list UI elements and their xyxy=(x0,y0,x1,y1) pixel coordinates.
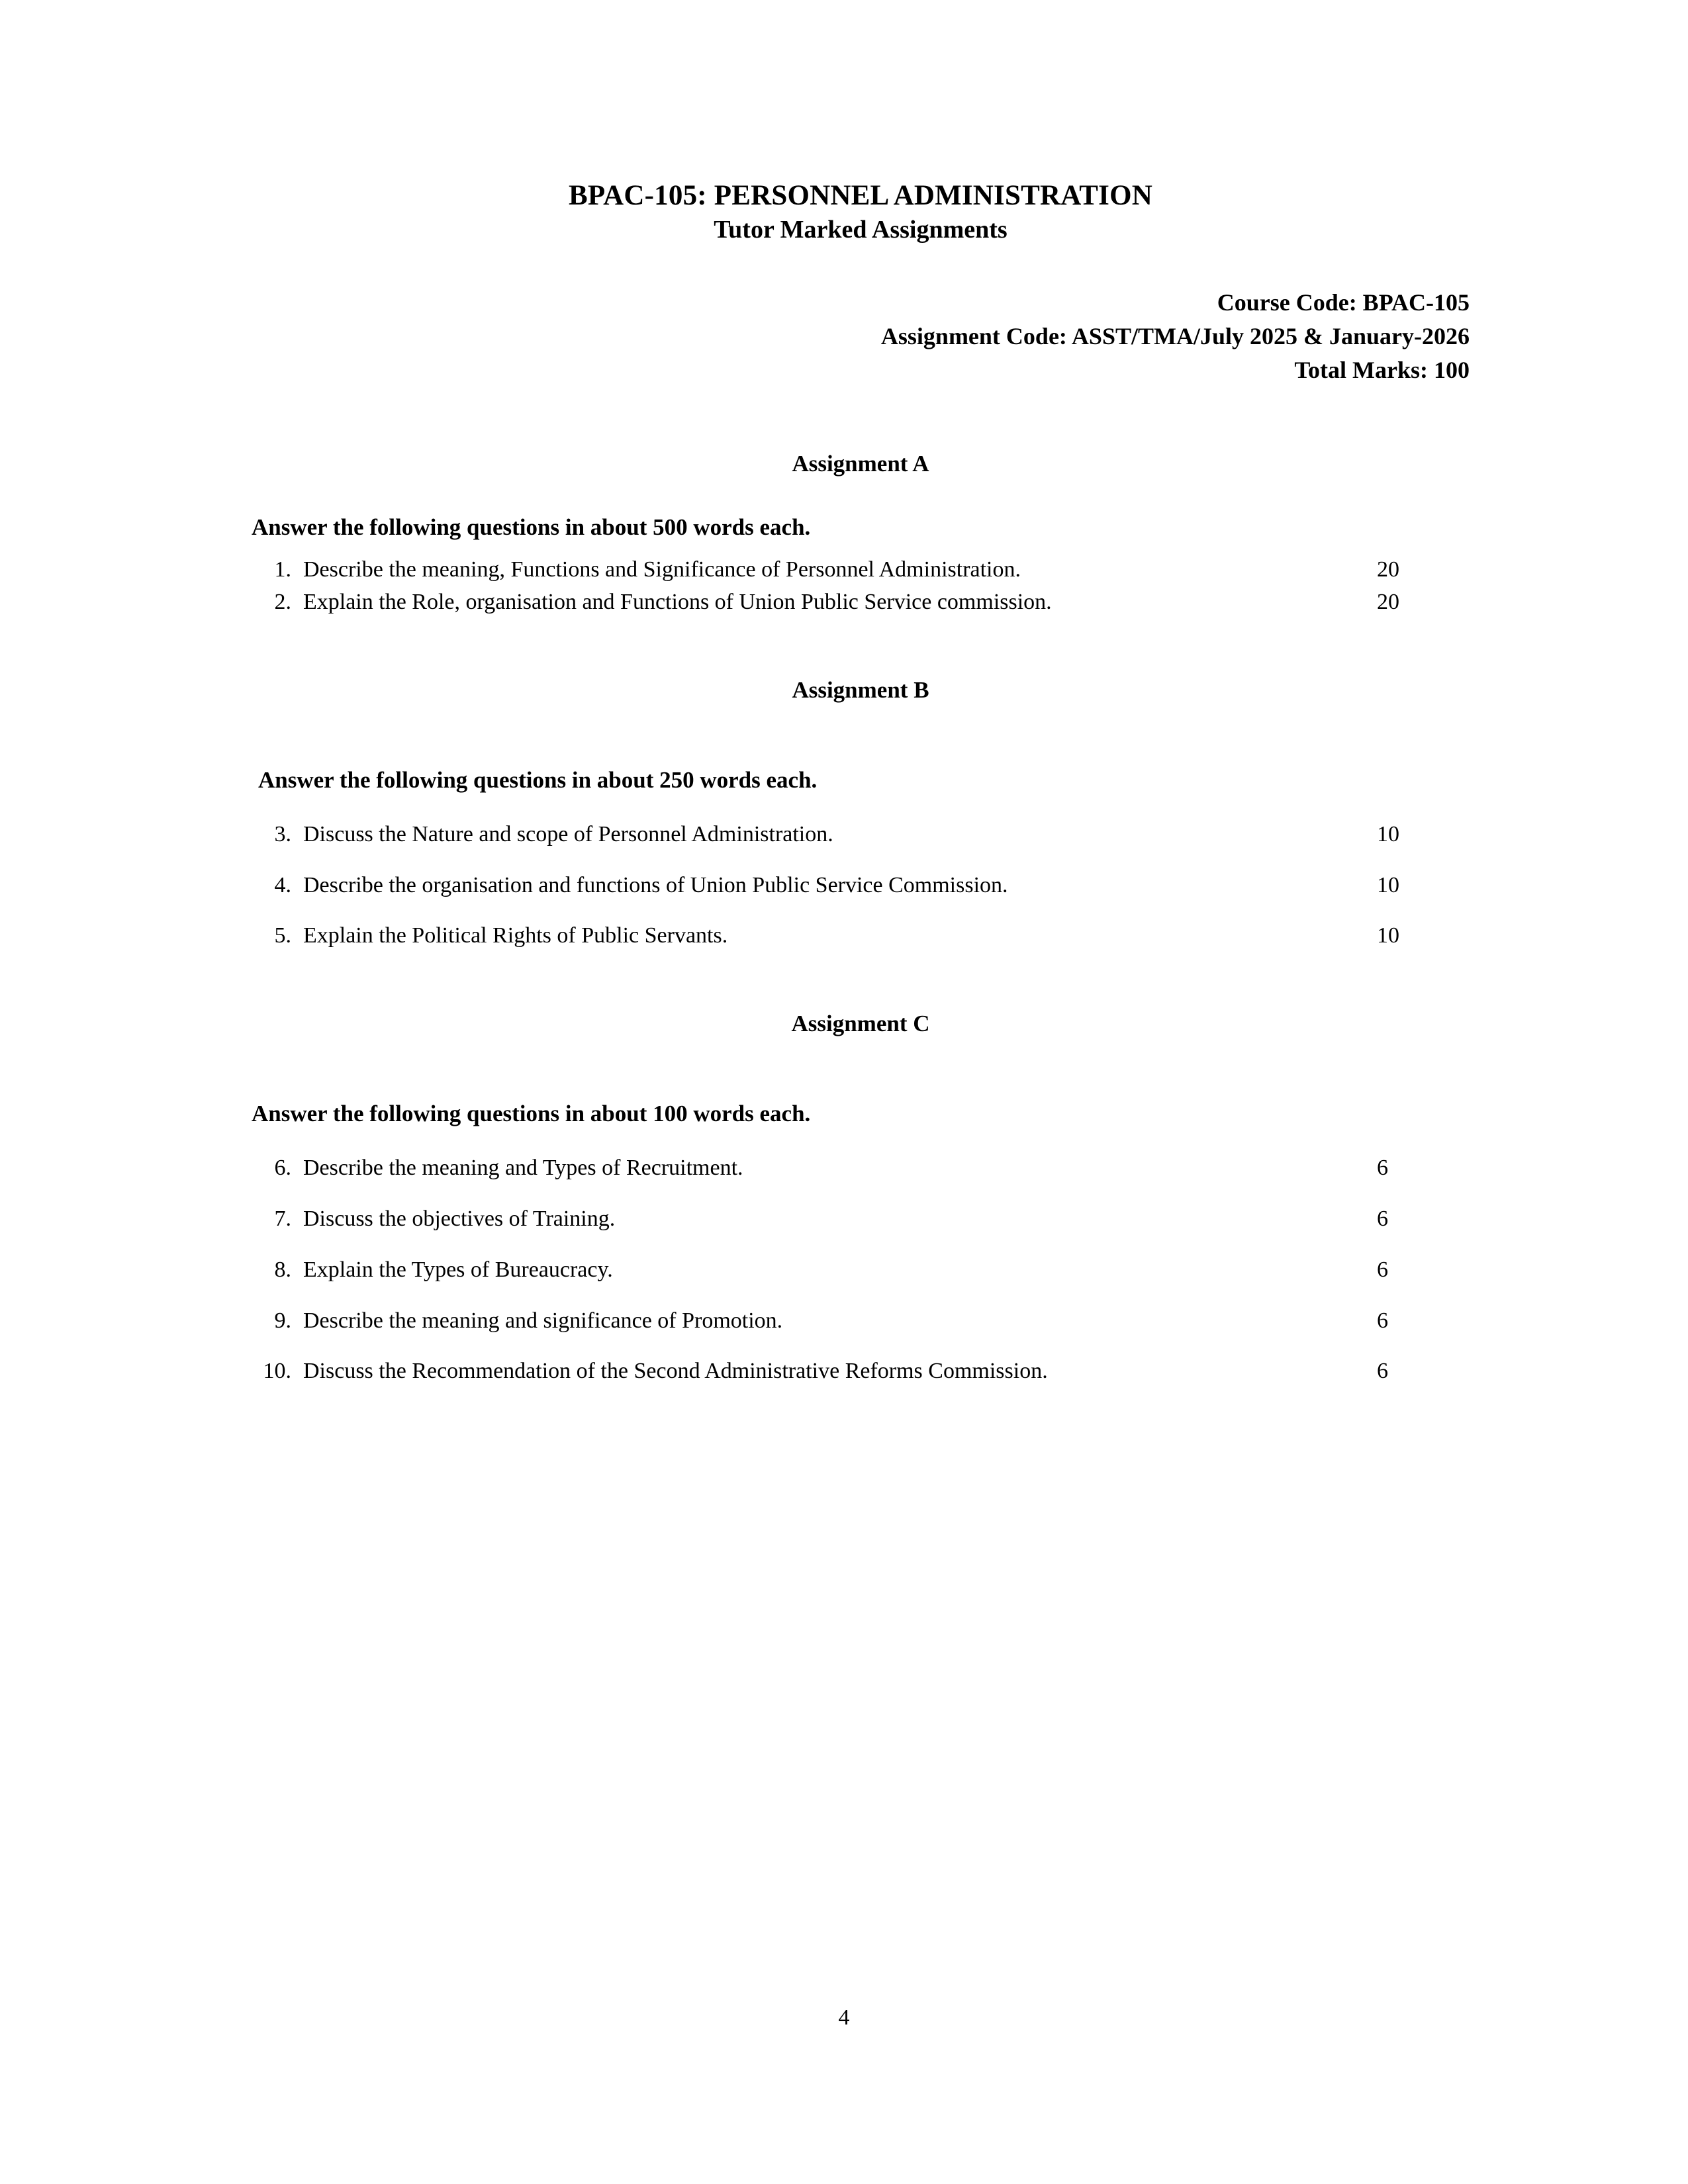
question-row xyxy=(252,821,1470,848)
question-number: 3. xyxy=(274,821,291,846)
question-marks: 20 xyxy=(1377,589,1399,614)
question-number: 4. xyxy=(274,872,291,897)
question-text: Describe the meaning and significance of Promotion. xyxy=(303,1308,783,1333)
question-text: Explain the Political Rights of Public Servants. xyxy=(303,923,728,948)
question-text: Discuss the Nature and scope of Personnel Administration. xyxy=(303,821,833,846)
page-number: 4 xyxy=(838,2005,850,2030)
question-text: Discuss the Recommendation of the Second Administrative Reforms Commission. xyxy=(303,1359,1048,1384)
question-marks: 6 xyxy=(1377,1206,1388,1231)
question-text: Describe the meaning and Types of Recruitment. xyxy=(303,1156,743,1181)
question-row xyxy=(252,1257,1470,1284)
spacer xyxy=(252,616,1470,677)
course-meta-block xyxy=(252,286,1470,387)
total-marks: Total Marks: 100 xyxy=(1294,357,1470,384)
question-marks: 10 xyxy=(1377,872,1399,897)
question-number: 8. xyxy=(274,1257,291,1282)
question-row xyxy=(252,923,1470,950)
spacer xyxy=(252,477,1470,514)
question-text: Describe the organisation and functions of Union Public Service Commission. xyxy=(303,872,1008,897)
question-number: 5. xyxy=(274,923,291,948)
page-title: BPAC-105: PERSONNEL ADMINISTRATION xyxy=(568,180,1153,211)
section-instruction-c: Answer the following questions in about 100 words each. xyxy=(252,1101,811,1127)
question-row xyxy=(252,1308,1470,1335)
question-marks: 6 xyxy=(1377,1359,1388,1384)
question-number: 10. xyxy=(263,1359,291,1384)
course-code: Course Code: BPAC-105 xyxy=(1217,289,1470,316)
title-block xyxy=(252,180,1470,245)
question-number: 6. xyxy=(274,1156,291,1181)
section-heading-b: Assignment B xyxy=(792,676,929,703)
question-number: 1. xyxy=(274,557,291,582)
question-row xyxy=(252,1358,1470,1385)
question-row xyxy=(252,1155,1470,1182)
section-heading-c: Assignment C xyxy=(791,1011,930,1037)
question-number: 7. xyxy=(274,1206,291,1231)
section-instruction-a: Answer the following questions in about 500 words each. xyxy=(252,514,811,541)
spacer xyxy=(252,387,1470,451)
question-row xyxy=(252,589,1470,616)
question-marks: 20 xyxy=(1377,557,1399,582)
page-subtitle: Tutor Marked Assignments xyxy=(714,216,1008,244)
question-marks: 10 xyxy=(1377,923,1399,948)
question-text: Explain the Role, organisation and Functions of Union Public Service commission. xyxy=(303,589,1052,614)
document-content xyxy=(252,0,1470,1385)
question-marks: 6 xyxy=(1377,1308,1388,1333)
question-marks: 10 xyxy=(1377,821,1399,846)
question-row xyxy=(252,872,1470,899)
question-text: Explain the Types of Bureaucracy. xyxy=(303,1257,613,1282)
question-list-c xyxy=(252,1155,1470,1385)
question-row xyxy=(252,1206,1470,1233)
spacer xyxy=(252,704,1470,767)
assignment-code: Assignment Code: ASST/TMA/July 2025 & January-2026 xyxy=(880,322,1470,349)
spacer xyxy=(252,950,1470,1011)
section-heading-a: Assignment A xyxy=(792,451,929,477)
question-list-a xyxy=(252,557,1470,616)
question-row xyxy=(252,557,1470,584)
question-text: Describe the meaning, Functions and Significance of Personnel Administration. xyxy=(303,557,1021,582)
spacer xyxy=(252,1037,1470,1101)
question-marks: 6 xyxy=(1377,1257,1388,1282)
question-text: Discuss the objectives of Training. xyxy=(303,1206,616,1231)
question-list-b xyxy=(252,821,1470,950)
section-instruction-b: Answer the following questions in about 250 words each. xyxy=(258,766,818,793)
question-marks: 6 xyxy=(1377,1156,1388,1181)
question-number: 2. xyxy=(274,589,291,614)
question-number: 9. xyxy=(274,1308,291,1333)
